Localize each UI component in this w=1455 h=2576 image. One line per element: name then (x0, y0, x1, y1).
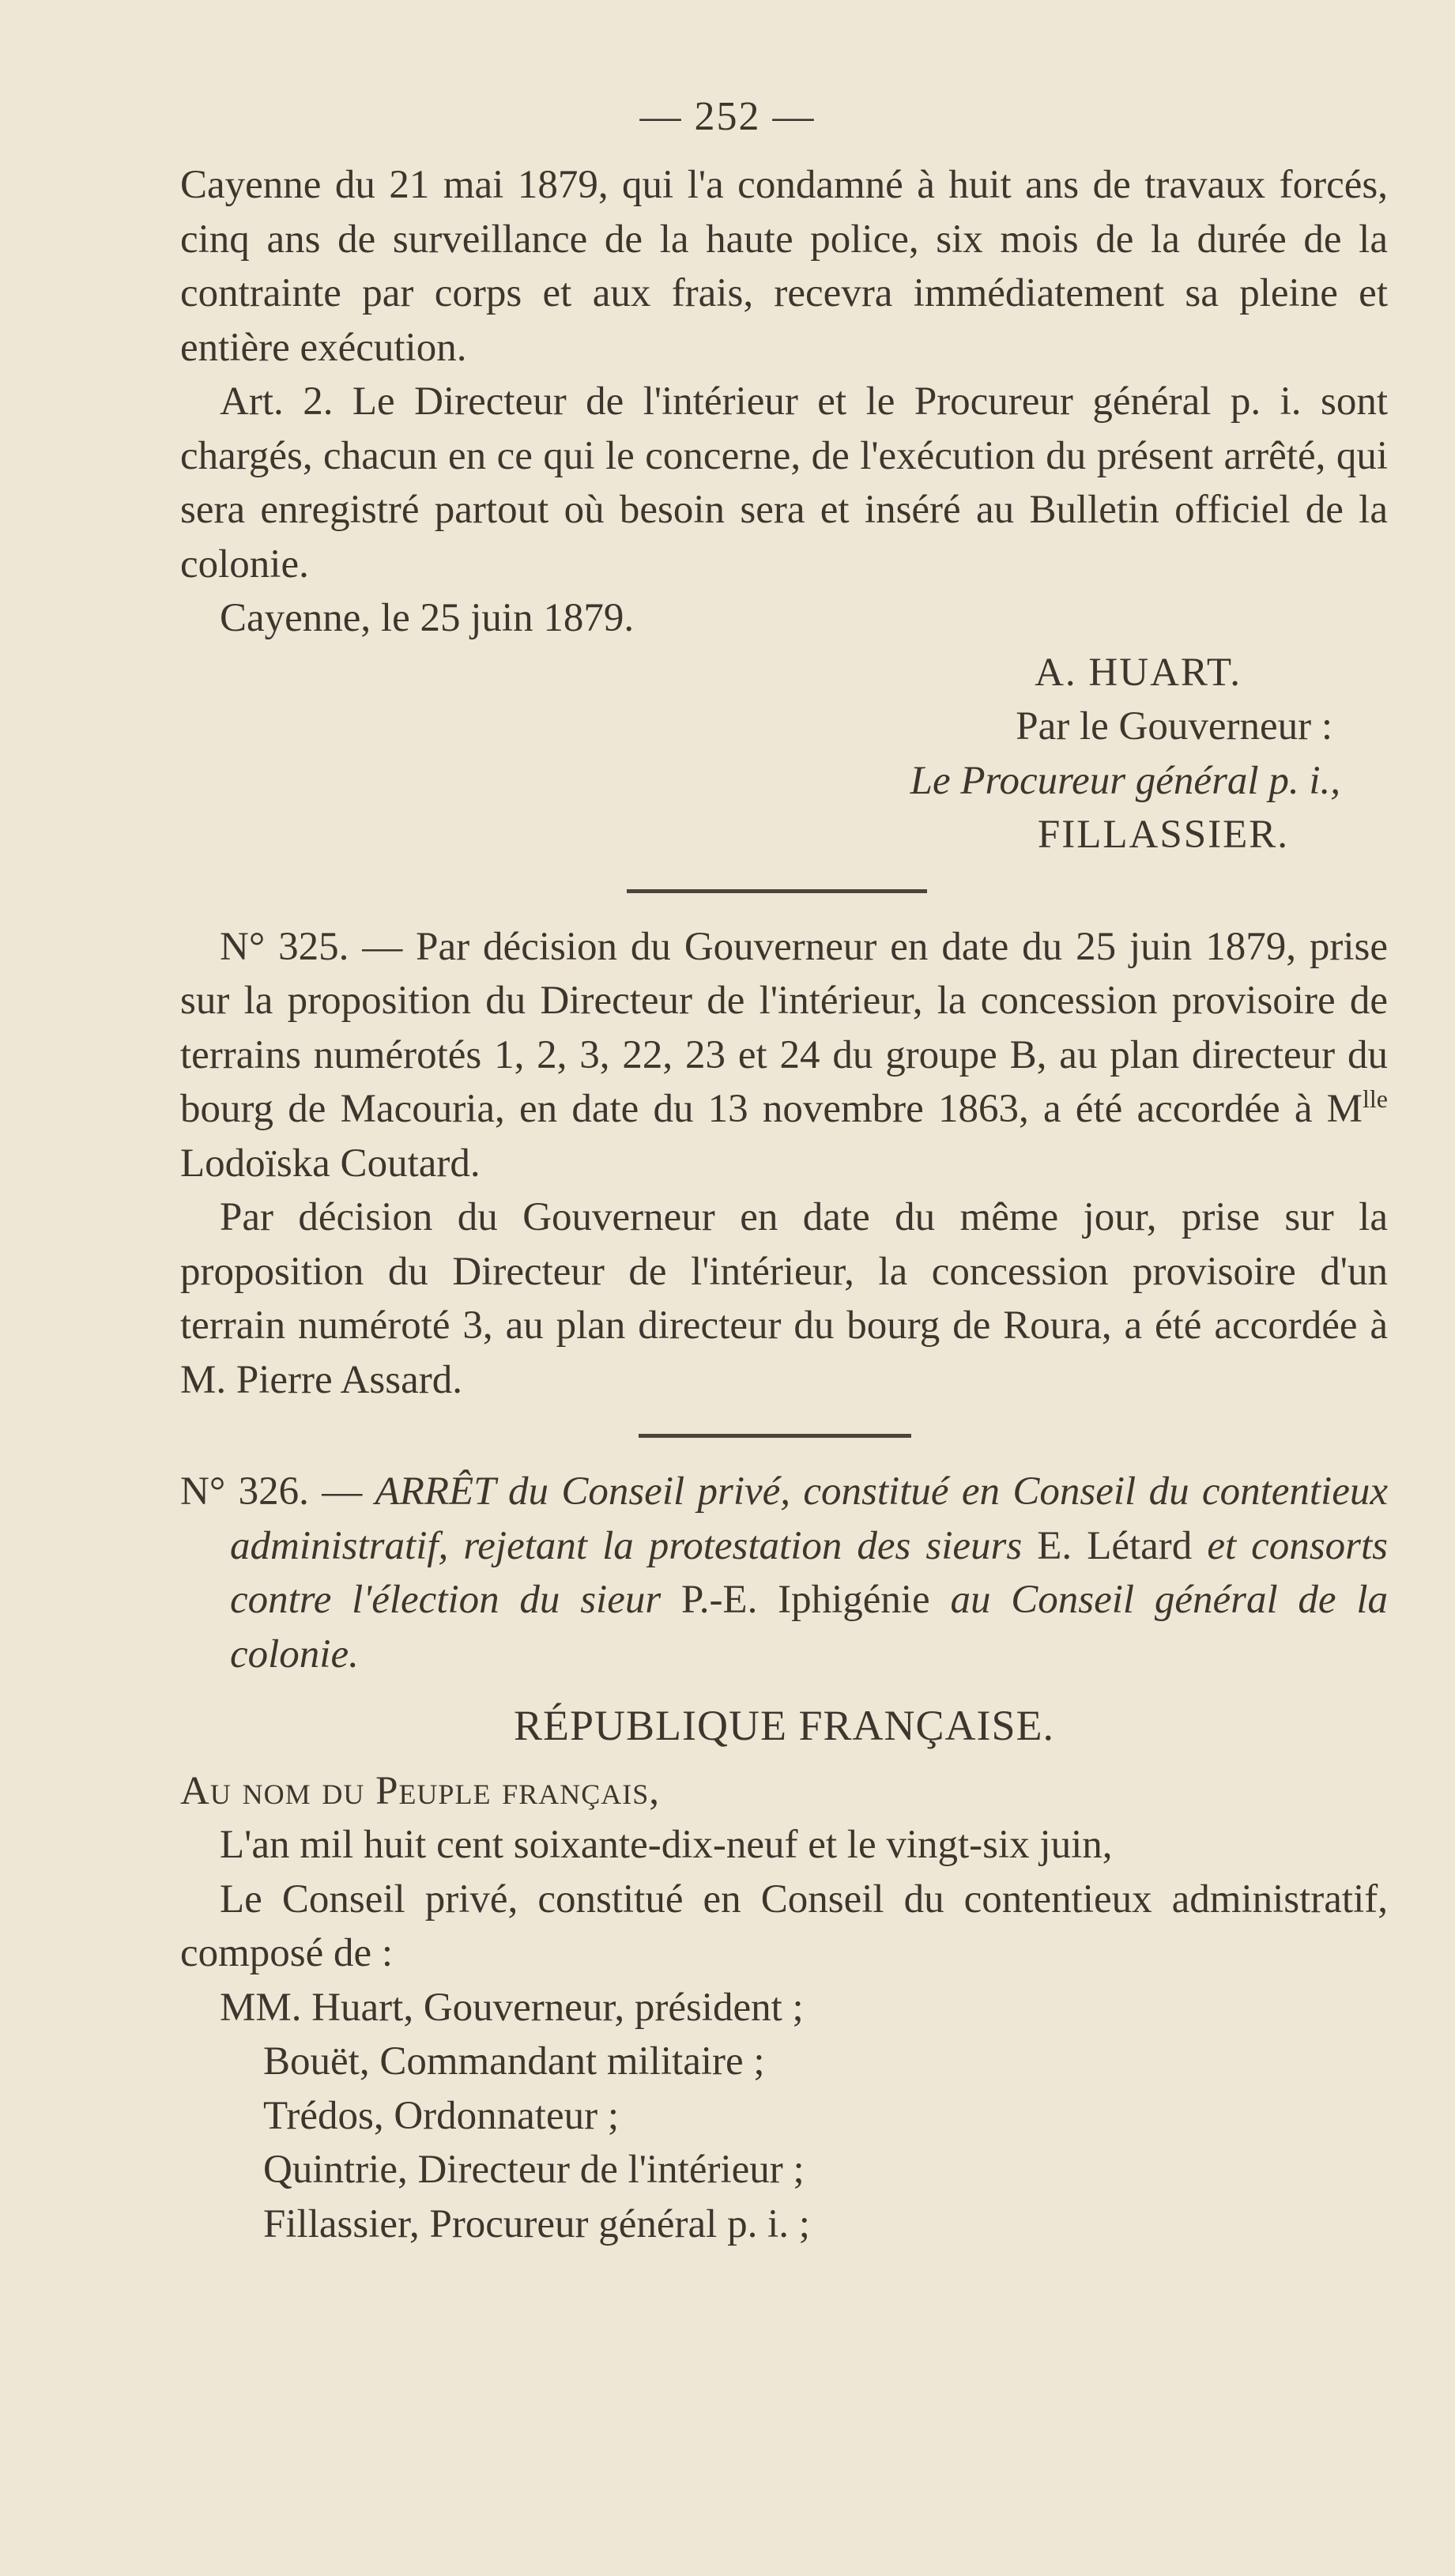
arret-title-a: ARRÊT du Conseil privé, constitué en Conseil du contentieux administratif, rejetant la protestation des sieurs (230, 1469, 1388, 1568)
section-divider (627, 889, 927, 893)
au-nom-du-peuple: Au nom du Peuple français, (180, 1768, 660, 1813)
date-line: Cayenne, le 25 juin 1879. (220, 596, 635, 640)
section-divider (639, 1434, 911, 1438)
member-line: MM. Huart, Gouverneur, président ; (220, 1985, 804, 2030)
page-body (180, 158, 1388, 2251)
member-line: Trédos, Ordonnateur ; (263, 2093, 619, 2138)
arret-name-1: E. Létard (1037, 1523, 1193, 1568)
arret-title-c: au Conseil général de la colonie. (230, 1578, 1388, 1676)
mademoiselle-sup: lle (1363, 1084, 1388, 1113)
conseil-composition: Le Conseil privé, constitué en Conseil du contentieux administratif, composé de : (180, 1876, 1388, 1975)
decision-325 (180, 920, 1388, 1191)
arret-number: N° 326. — (180, 1469, 375, 1514)
signature: A. HUART. (1035, 650, 1242, 695)
decision-325-text: N° 325. — Par décision du Gouverneur en date du 25 juin 1879, prise sur la proposition du Directeur de l'intérieur, la concession provisoire de terrains numérotés 1, 2, 3, 22, 23 et 24 du groupe B, au plan directeur du bourg de Macouria, en date du 13 novembre 1863, a été accordée à M (180, 924, 1388, 1131)
republique-heading: RÉPUBLIQUE FRANÇAISE. (513, 1702, 1055, 1749)
arret-326-heading (180, 1465, 1388, 1681)
decision-325-second: Par décision du Gouverneur en date du même jour, prise sur la proposition du Directeur de l'intérieur, la concession provisoire d'un terrain numéroté 3, au plan directeur du bourg de Roura, a été accordée à M. Pierre Assard. (180, 1195, 1388, 1402)
decree-end-paragraph: Cayenne du 21 mai 1879, qui l'a condamné à huit ans de travaux forcés, cinq ans de surveillance de la haute police, six mois de la durée de la contrainte par corps et aux frais, recevra immédiatement sa pleine et entière exécution. (180, 163, 1388, 370)
par-le-gouverneur: Par le Gouverneur : (1016, 704, 1332, 749)
decision-325-name: Lodoïska Coutard. (180, 1141, 481, 1186)
page-number: — 252 — (639, 94, 816, 139)
procureur-role: Le Procureur général p. i., (910, 758, 1340, 803)
member-line: Bouët, Commandant militaire ; (263, 2039, 765, 2084)
member-line: Fillassier, Procureur général p. i. ; (263, 2201, 810, 2246)
arret-name-2: P.-E. Iphigénie (680, 1578, 930, 1622)
article-2: Art. 2. Le Directeur de l'intérieur et le Procureur général p. i. sont chargés, chacun en ce qui le concerne, de l'exécution du présent arrêté, qui sera enregistré partout où besoin sera et inséré au Bulletin officiel de la colonie. (180, 379, 1388, 586)
member-line: Quintrie, Directeur de l'intérieur ; (263, 2148, 805, 2192)
session-date: L'an mil huit cent soixante-dix-neuf et le vingt-six juin, (220, 1823, 1113, 1867)
countersignature: FILLASSIER. (1037, 813, 1289, 857)
arret-title-b: et consorts contre l'élection du sieur (230, 1523, 1388, 1622)
